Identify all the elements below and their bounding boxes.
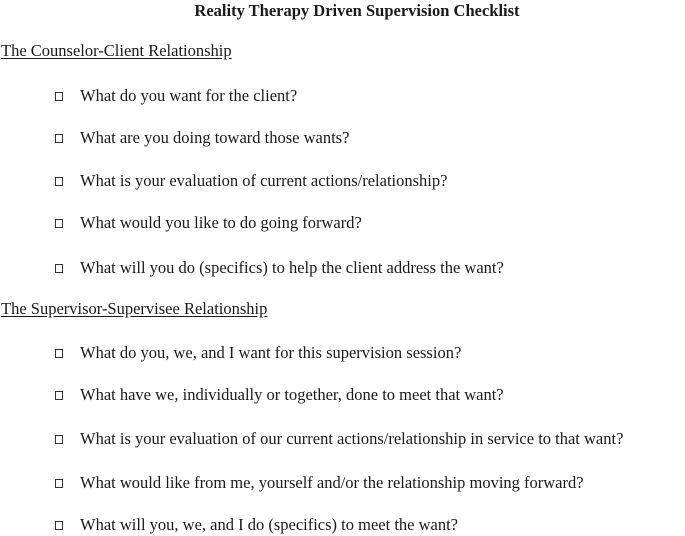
checklist-item [55, 385, 504, 405]
section-heading-counselor-client: The Counselor-Client Relationship [1, 41, 232, 60]
checkbox-icon[interactable] [55, 177, 63, 186]
checkbox-icon[interactable] [55, 219, 63, 228]
checklist-item-text: What are you doing toward those wants? [80, 128, 350, 147]
checklist-item [55, 258, 504, 278]
checkbox-icon[interactable] [55, 391, 63, 400]
checklist-item [55, 213, 362, 233]
document-title: Reality Therapy Driven Supervision Checklist [194, 1, 520, 20]
checkbox-icon[interactable] [55, 479, 63, 488]
checkbox-icon[interactable] [55, 92, 63, 101]
checklist-item-text: What is your evaluation of our current actions/relationship in service to that want? [80, 429, 624, 448]
checklist-item-text: What do you, we, and I want for this supervision session? [80, 343, 462, 362]
checklist-item [55, 343, 461, 363]
checkbox-icon[interactable] [55, 264, 63, 273]
checklist-item [55, 128, 349, 148]
checklist-item-text: What do you want for the client? [80, 86, 298, 105]
checklist-item-text: What will you do (specifics) to help the client address the want? [80, 258, 504, 277]
checklist-item-text: What would you like to do going forward? [80, 213, 362, 232]
checklist-item-text: What will you, we, and I do (specifics) to meet the want? [80, 515, 459, 534]
section-heading-supervisor-supervisee: The Supervisor-Supervisee Relationship [1, 299, 268, 318]
checklist-item-text: What have we, individually or together, done to meet that want? [80, 385, 504, 404]
checkbox-icon[interactable] [55, 349, 63, 358]
checklist-item [55, 171, 447, 191]
checkbox-icon[interactable] [55, 521, 63, 530]
checklist-item-text: What is your evaluation of current actions/relationship? [80, 171, 448, 190]
checklist-item [55, 429, 623, 449]
checklist-item [55, 515, 458, 535]
checklist-item-text: What would like from me, yourself and/or the relationship moving forward? [80, 473, 584, 492]
checkbox-icon[interactable] [55, 435, 63, 444]
checkbox-icon[interactable] [55, 134, 63, 143]
checklist-item [55, 473, 584, 493]
checklist-item [55, 86, 297, 106]
